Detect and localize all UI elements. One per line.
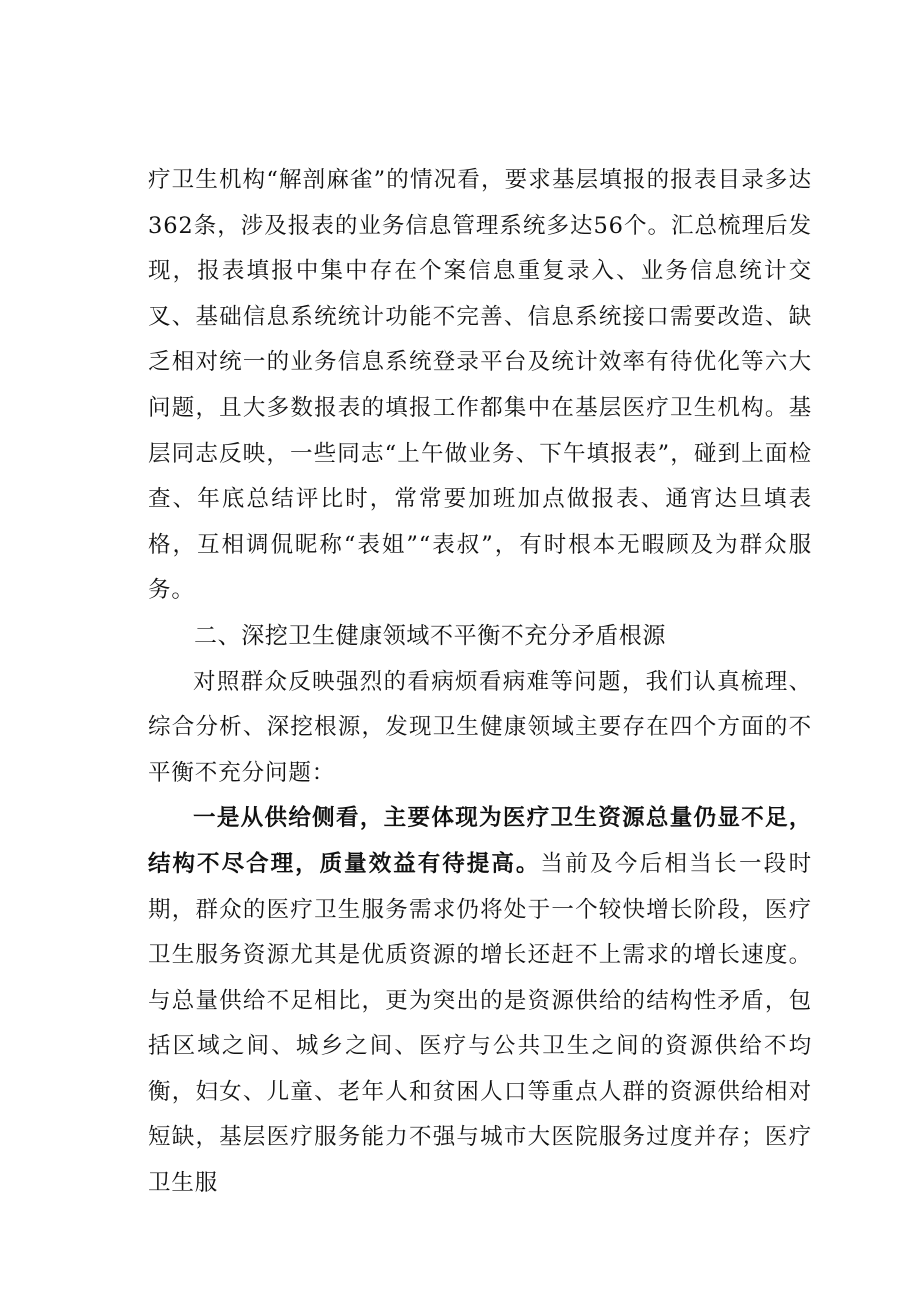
paragraph-continuation: 当前及今后相当长一段时期，群众的医疗卫生服务需求仍将处于一个较快增长阶段，医疗卫生服务资源尤其是优质资源的增长还赶不上需求的增长速度。与总量供给不足相比，更为突出的是资源供给的结构性矛盾，包括区域之间、城乡之间、医疗与公共卫生之间的资源供给不均衡，妇女、儿童、老年人和贫困人口等重点人群的资源供给相对短缺，基层医疗服务能力不强与城市大医院服务过度并存；医疗卫生服 — [148, 850, 813, 1197]
body-paragraph-supply-side — [148, 796, 812, 1206]
section-heading: 二、深挖卫生健康领域不平衡不充分矛盾根源 — [194, 622, 666, 649]
document-body — [148, 158, 812, 1207]
bold-lead-sentence: 一是从供给侧看，主要体现为医疗卫生资源总量仍显不足，结构不尽合理，质量效益有待提高。 — [148, 805, 812, 877]
body-paragraph-continued: 疗卫生机构“解剖麻雀”的情况看，要求基层填报的报表目录多达362条，涉及报表的业务信息管理系统多达56个。汇总梳理后发现，报表填报中集中存在个案信息重复录入、业务信息统计交叉、基础信息系统统计功能不完善、信息系统接口需要改造、缺乏相对统一的业务信息系统登录平台及统计效率有待优化等六大问题，且大多数报表的填报工作都集中在基层医疗卫生机构。基层同志反映，一些同志“上午做业务、下午填报表”，碰到上面检查、年底总结评比时，常常要加班加点做报表、通宵达旦填表格，互相调侃昵称“表姐”“表叔”，有时根本无暇顾及为群众服务。 — [148, 167, 812, 604]
body-paragraph-intro: 对照群众反映强烈的看病烦看病难等问题，我们认真梳理、综合分析、深挖根源，发现卫生健康领域主要存在四个方面的不平衡不充分问题： — [148, 668, 812, 786]
